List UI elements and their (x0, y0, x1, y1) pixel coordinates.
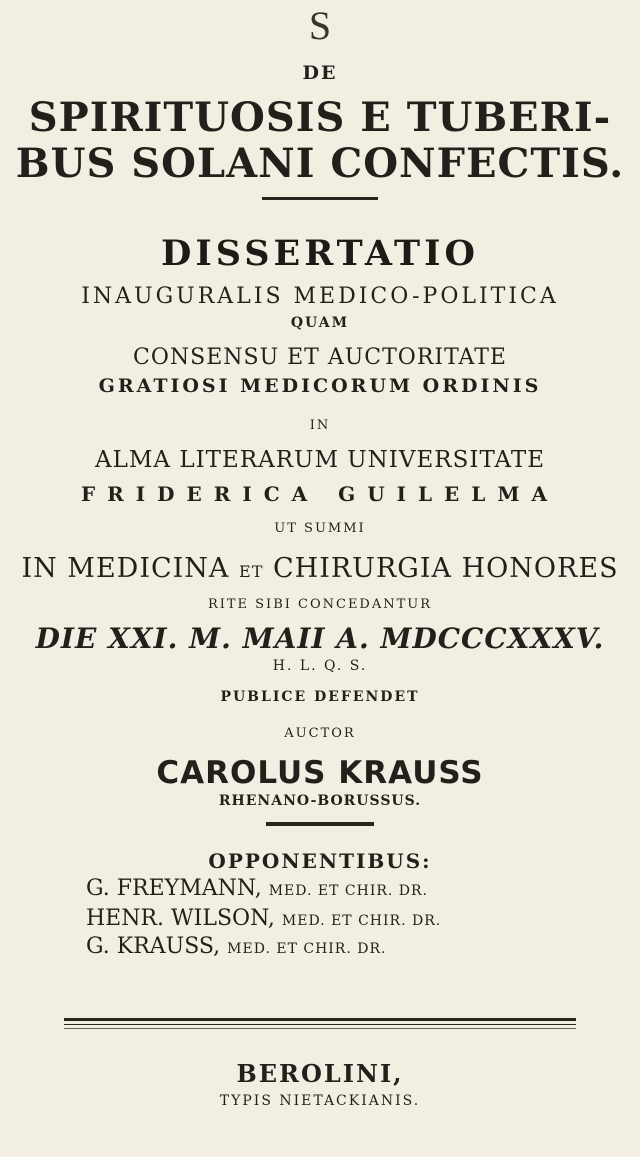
opponentes-label: OPPONENTIBUS: (208, 849, 432, 873)
imprint-rule-thick (64, 1018, 576, 1021)
title-line-1: SPIRITUOSIS E TUBERI- (28, 94, 612, 141)
title-de: DE (302, 62, 338, 84)
opponent-title: MED. ET CHIR. DR. (227, 941, 387, 957)
honores-line (0, 555, 640, 582)
opponent-title: MED. ET CHIR. DR. (281, 913, 442, 929)
in-line: IN (309, 418, 331, 433)
consensu-line: CONSENSU ET AUCTORITATE (133, 345, 507, 370)
auctor-label: AUCTOR (284, 726, 356, 741)
inauguralis-line: INAUGURALIS MEDICO-POLITICA (81, 284, 559, 309)
title-line-2: BUS SOLANI CONFECTIS. (15, 140, 625, 187)
author-name: CAROLUS KRAUSS (156, 755, 484, 791)
quam-line: QUAM (290, 315, 350, 331)
honores-part-1: IN MEDICINA (21, 553, 230, 584)
title-rule (262, 197, 378, 200)
friderica-line: FRIDERICA GUILELMA (80, 482, 560, 506)
honores-part-2: CHIRURGIA HONORES (272, 553, 619, 584)
opponent-title: MED. ET CHIR. DR. (268, 883, 428, 899)
imprint-rule-thin (64, 1024, 576, 1025)
author-rule (266, 822, 374, 826)
author-origin: RHENANO-BORUSSUS. (218, 793, 422, 809)
imprint-printer: TYPIS NIETACKIANIS. (219, 1093, 421, 1109)
imprint-city: BEROLINI, (236, 1059, 404, 1088)
date-line: DIE XXI. M. MAII A. MDCCCXXXV. (35, 622, 605, 655)
opponent-name: G. KRAUSS, (86, 934, 221, 959)
opponent-2 (86, 908, 441, 930)
top-mark: S (308, 3, 332, 48)
honores-et: ET (239, 562, 264, 581)
rite-line: RITE SIBI CONCEDANTUR (207, 597, 433, 612)
opponent-name: G. FREYMANN, (86, 876, 262, 901)
publice-line: PUBLICE DEFENDET (220, 689, 420, 705)
dissertatio-heading: DISSERTATIO (161, 233, 479, 274)
alma-line: ALMA LITERARUM UNIVERSITATE (94, 447, 546, 473)
hlqs-line: H. L. Q. S. (272, 658, 368, 674)
opponent-1 (86, 878, 428, 900)
opponent-name: HENR. WILSON, (86, 906, 275, 931)
ut-summi-line: UT SUMMI (274, 521, 366, 536)
gratiosi-line: GRATIOSI MEDICORUM ORDINIS (98, 375, 542, 397)
opponent-3 (86, 936, 386, 958)
imprint-rule-thin-2 (64, 1028, 576, 1029)
